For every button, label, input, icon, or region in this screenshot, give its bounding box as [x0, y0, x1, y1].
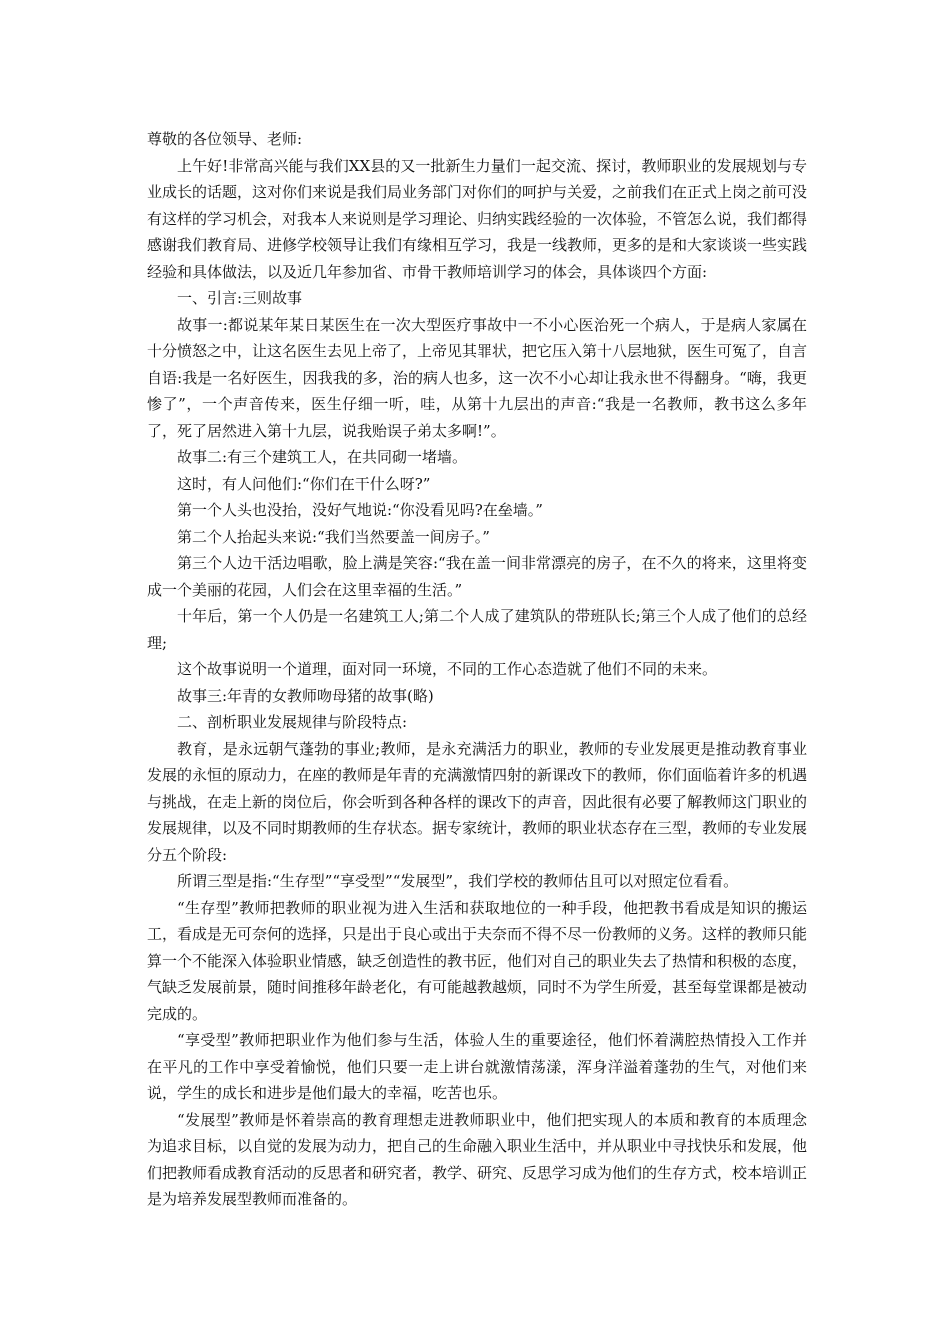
paragraph-opening: 上午好!非常高兴能与我们XX县的又一批新生力量们一起交流、探讨，教师职业的发展规划与专业成长的话题，这对你们来说是我们局业务部门对你们的呵护与关爱，之前我们在正式上岗之前可没有这样的学习机会，对我本人来说则是学习理论、归纳实践经验的一次体验，不管怎么说，我们都得感谢我们教育局、进修学校领导让我们有缘相互学习，我是一线教师，更多的是和大家谈谈一些实践经验和具体做法，以及近几年参加省、市骨干教师培训学习的体会，具体谈四个方面:	[147, 156, 808, 281]
paragraph-ten-years-later: 十年后，第一个人仍是一名建筑工人;第二个人成了建筑队的带班队长;第三个人成了他们的总经理;	[147, 607, 807, 652]
paragraph-story-moral: 这个故事说明一个道理，面对同一环境，不同的工作心态造就了他们不同的未来。	[177, 660, 718, 678]
greeting-line: 尊敬的各位领导、老师:	[147, 130, 303, 148]
paragraph-story-two: 故事二:有三个建筑工人，在共同砌一堵墙。	[177, 448, 468, 466]
section-heading-intro: 一、引言:三则故事	[177, 289, 303, 307]
paragraph-question: 这时，有人问他们:“你们在干什么呀?”	[177, 474, 431, 493]
section-heading-analysis: 二、剖析职业发展规律与阶段特点:	[177, 713, 408, 731]
paragraph-first-worker: 第一个人头也没抬，没好气地说:“你没看见吗?在垒墙。”	[177, 501, 543, 519]
paragraph-education: 教育，是永远朝气蓬勃的事业;教师，是永充满活力的职业，教师的专业发展更是推动教育事业发展的永恒的原动力，在座的教师是年青的充满激情四射的新课改下的教师，你们面临着许多的机遇与挑战，在走上新的岗位后，你会听到各种各样的课改下的声音，因此很有必要了解教师这门职业的发展规律，以及不同时期教师的生存状态。据专家统计，教师的职业状态存在三型，教师的专业发展分五个阶段:	[147, 739, 808, 864]
paragraph-third-worker: 第三个人边干活边唱歌，脸上满是笑容:“我在盖一间非常漂亮的房子，在不久的将来，这里将变成一个美丽的花园，人们会在这里幸福的生活。”	[147, 554, 807, 599]
paragraph-enjoyment-type: “享受型”教师把职业作为他们参与生活，体验人生的重要途径，他们怀着满腔热情投入工作并在平凡的工作中享受着愉悦，他们只要一走上讲台就激情荡漾，浑身洋溢着蓬勃的生气，对他们来说，学生的成长和进步是他们最大的幸福，吃苦也乐。	[147, 1031, 807, 1102]
paragraph-three-types: 所谓三型是指:“生存型”“享受型”“发展型”，我们学校的教师估且可以对照定位看看。	[177, 872, 739, 890]
paragraph-second-worker: 第二个人抬起头来说:“我们当然要盖一间房子。”	[177, 527, 490, 546]
paragraph-development-type: “发展型”教师是怀着崇高的教育理想走进教师职业中，他们把实现人的本质和教育的本质理念为追求目标，以自觉的发展为动力，把自己的生命融入职业生活中，并从职业中寻找快乐和发展，他们把教师看成教育活动的反思者和研究者，教学、研究、反思学习成为他们的生存方式，校本培训正是为培养发展型教师而准备的。	[147, 1110, 808, 1208]
document-page	[147, 126, 807, 1213]
paragraph-story-three: 故事三:年青的女教师吻母猪的故事(略)	[177, 686, 434, 705]
paragraph-survival-type: “生存型”教师把教师的职业视为进入生活和获取地位的一种手段，他把教书看成是知识的搬运工，看成是无可奈何的选择，只是出于良心或出于夫奈而不得不尽一份教师的义务。这样的教师只能算一个不能深入体验职业情感，缺乏创造性的教书匠，他们对自己的职业失去了热情和积极的态度，气缺乏发展前景，随时间推移年龄老化，有可能越教越烦，同时不为学生所爱，甚至每堂课都是被动完成的。	[147, 898, 808, 1023]
paragraph-story-one: 故事一:都说某年某日某医生在一次大型医疗事故中一不小心医治死一个病人，于是病人家属在十分愤怒之中，让这名医生去见上帝了，上帝见其罪状，把它压入第十八层地狱，医生可冤了，自言自语:我是一名好医生，因我我的多，治的病人也多，这一次不小心却让我永世不得翻身。“嗨，我更惨了”，一个声音传来，医生仔细一听，哇，从第十九层出的声音:“我是一名教师，教书这么多年了，死了居然进入第十九层，说我贻误子弟太多啊!”。	[147, 315, 808, 440]
